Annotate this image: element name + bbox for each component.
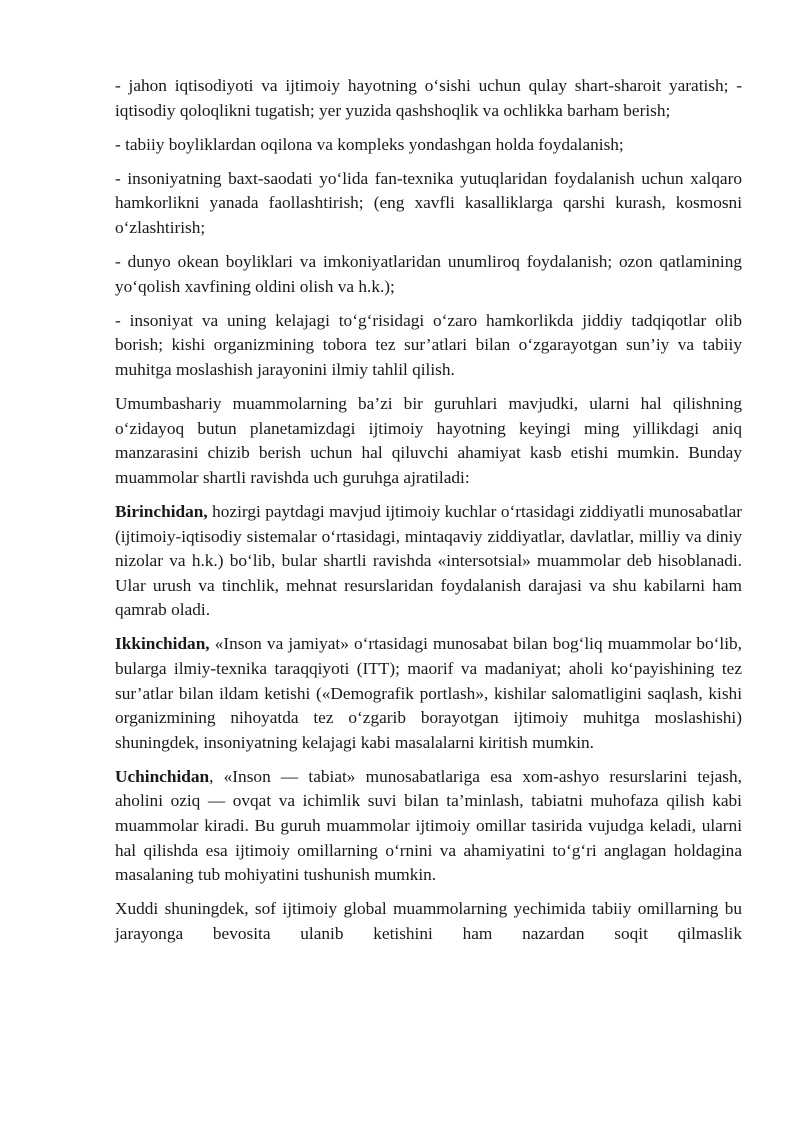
lead-word-third: Uchinchidan xyxy=(115,766,210,786)
document-page xyxy=(115,74,742,956)
lead-word-second: Ikkinchidan, xyxy=(115,634,210,654)
paragraph-bullet-4: - dunyo okean boyliklari va imkoniyatlaridan unumliroq foydalanish; ozon qatlamining yo‘qolish xavfining oldini olish va h.k.); xyxy=(115,252,742,296)
paragraph-bullet-2: - tabiiy boyliklardan oqilona va kompleks yondashgan holda foydalanish; xyxy=(115,134,624,154)
paragraph-bullet-3: - insoniyatning baxt-saodati yo‘lida fan-texnika yutuqlaridan foydalanish uchun xalqaro hamkorlikni yanada faollashtirish; (eng xavfli kasalliklarga qarshi kurash, kosmosni o‘zlashtirish; xyxy=(115,168,742,237)
paragraph-bullet-5: - insoniyat va uning kelajagi to‘g‘risidagi o‘zaro hamkorlikda jiddiy tadqiqotlar olib borish; kishi organizmining tobora tez sur’atlari bilan o‘zgarayotgan sun’iy va tabiiy muhitga moslashish jarayonini ilmiy tahlil qilish. xyxy=(115,310,742,379)
paragraph-third-group xyxy=(115,765,742,888)
paragraph-second-group xyxy=(115,632,742,755)
paragraph-closing: Xuddi shuningdek, sof ijtimoiy global muammolarning yechimida tabiiy omillarning bu jarayonga bevosita ulanib ketishini ham nazardan soqit qilmaslik xyxy=(115,899,742,943)
paragraph-bullet-1: - jahon iqtisodiyoti va ijtimoiy hayotning o‘sishi uchun qulay shart-sharoit yaratish; - iqtisodiy qoloqlikni tugatish; yer yuzida qashshoqlik va ochlikka barham berish; xyxy=(115,76,742,120)
paragraph-intro: Umumbashariy muammolarning ba’zi bir guruhlari mavjudki, ularni hal qilishning o‘zidayoq butun planetamizdagi ijtimoiy hayotning keyingi ming yillikdagi aniq manzarasini chizib berish uchun hal qiluvchi ahamiyat kasb etishi mumkin. Bunday muammolar shartli ravishda uch guruhga ajratiladi: xyxy=(115,394,742,487)
third-group-text: , «Inson — tabiat» munosabatlariga esa xom-ashyo resurslarini tejash, aholini oziq — ovqat va ichimlik suvi bilan ta’minlash, tabiatni muhofaza qilish kabi muammolar kiradi. Bu guruh muammolar ijtimoiy omillar tasirida vujudga keladi, ularni hal qilishda esa ijtimoiy omillarning o‘rnini va ahamiyatini to‘g‘ri anglagan holdagina masalaning tub mohiyatini tushunish mumkin. xyxy=(115,766,742,885)
lead-word-first: Birinchidan, xyxy=(115,501,208,521)
second-group-text: «Inson va jamiyat» o‘rtasidagi munosabat bilan bog‘liq muammolar bo‘lib, bularga ilmiy-texnika taraqqiyoti (ITT); maorif va madaniyat; aholi ko‘payishining tez sur’atlar bilan ildam ketishi («Demografik portlash», kishilar salomatligini saqlash, kishi organizmining nihoyatda tez o‘zgarib borayotgan ijtimoiy muhitga moslashishi) shuningdek, insoniyatning kelajagi kabi masalalarni kiritish mumkin. xyxy=(115,634,742,752)
paragraph-first-group xyxy=(115,500,742,623)
first-group-text: hozirgi paytdagi mavjud ijtimoiy kuchlar o‘rtasidagi ziddiyatli munosabatlar (ijtimoiy-iqtisodiy sistemalar o‘rtasidagi, mintaqaviy ziddiyatlar, davlatlar, milliy va diniy nizolar va h.k.) bo‘lib, bular shartli ravishda «intersotsial» muammolar deb hisoblanadi. Ular urush va tinchlik, mehnat resurslaridan foydalanish darajasi va shu kabilarni ham qamrab oladi. xyxy=(115,501,742,620)
